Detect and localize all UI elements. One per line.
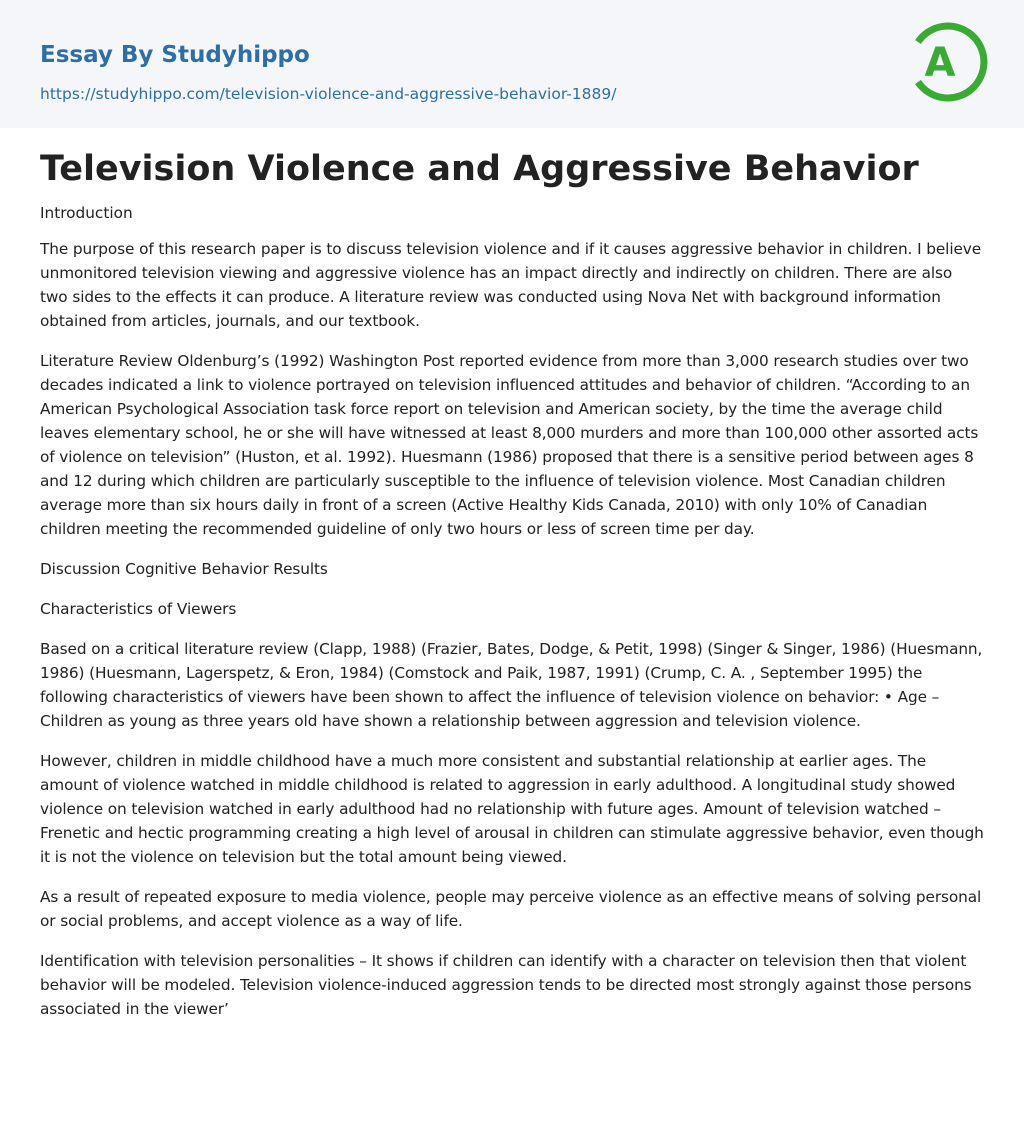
site-header [0, 0, 1024, 128]
page-title: Television Violence and Aggressive Behavior [40, 149, 919, 189]
paragraph: However, children in middle childhood have a much more consistent and substantial relationship at earlier ages. The amount of violence watched in middle childhood is related to aggression in early adulthood. A longitudinal study showed violence on television watched in early adulthood had no relationship with future ages. Amount of television watched – Frenetic and hectic programming creating a high level of arousal in children can stimulate aggressive behavior, even though it is not the violence on television but the total amount being viewed. [40, 752, 984, 866]
studyhippo-logo-icon[interactable] [912, 18, 988, 106]
paragraph: Literature Review Oldenburg’s (1992) Washington Post reported evidence from more than 3,000 research studies over two decades indicated a link to violence portrayed on television influenced attitudes and behavior of children. “According to an American Psychological Association task force report on television and American society, by the time the average child leaves elementary school, he or she will have witnessed at least 8,000 murders and more than 100,000 other assorted acts of violence on television” (Huston, et al. 1992). Huesmann (1986) proposed that there is a sensitive period between ages 8 and 12 during which children are particularly susceptible to the influence of television violence. Most Canadian children average more than six hours daily in front of a screen (Active Healthy Kids Canada, 2010) with only 10% of Canadian children meeting the recommended guideline of only two hours or less of screen time per day. [40, 352, 979, 538]
section-heading: Characteristics of Viewers [40, 600, 237, 618]
paragraph: As a result of repeated exposure to media violence, people may perceive violence as an effective means of solving personal or social problems, and accept violence as a way of life. [40, 888, 982, 930]
paragraph: Based on a critical literature review (Clapp, 1988) (Frazier, Bates, Dodge, & Petit, 1998) (Singer & Singer, 1986) (Huesmann, 1986) (Huesmann, Lagerspetz, & Eron, 1984) (Comstock and Paik, 1987, 1991) (Crump, C. A. , September 1995) the following characteristics of viewers have been shown to affect the influence of television violence on behavior: • Age – Children as young as three years old have shown a relationship between aggression and television violence. [40, 640, 983, 730]
paragraph: The purpose of this research paper is to discuss television violence and if it causes aggressive behavior in children. I believe unmonitored television viewing and aggressive violence has an impact directly and indirectly on children. There are also two sides to the effects it can produce. A literature review was conducted using Nova Net with background information obtained from articles, journals, and our textbook. [40, 240, 982, 330]
article-body [0, 147, 1024, 1021]
section-heading: Discussion Cognitive Behavior Results [40, 560, 328, 578]
site-name[interactable]: Essay By Studyhippo [40, 42, 310, 68]
intro-label: Introduction [40, 204, 133, 222]
paragraph: Identification with television personalities – It shows if children can identify with a character on television then that violent behavior will be modeled. Television violence-induced aggression tends to be directed most strongly against those persons associated in the viewer’ [40, 952, 972, 1018]
source-url-link[interactable]: https://studyhippo.com/television-violence-and-aggressive-behavior-1889/ [40, 85, 617, 103]
logo-letter: A [924, 40, 956, 86]
